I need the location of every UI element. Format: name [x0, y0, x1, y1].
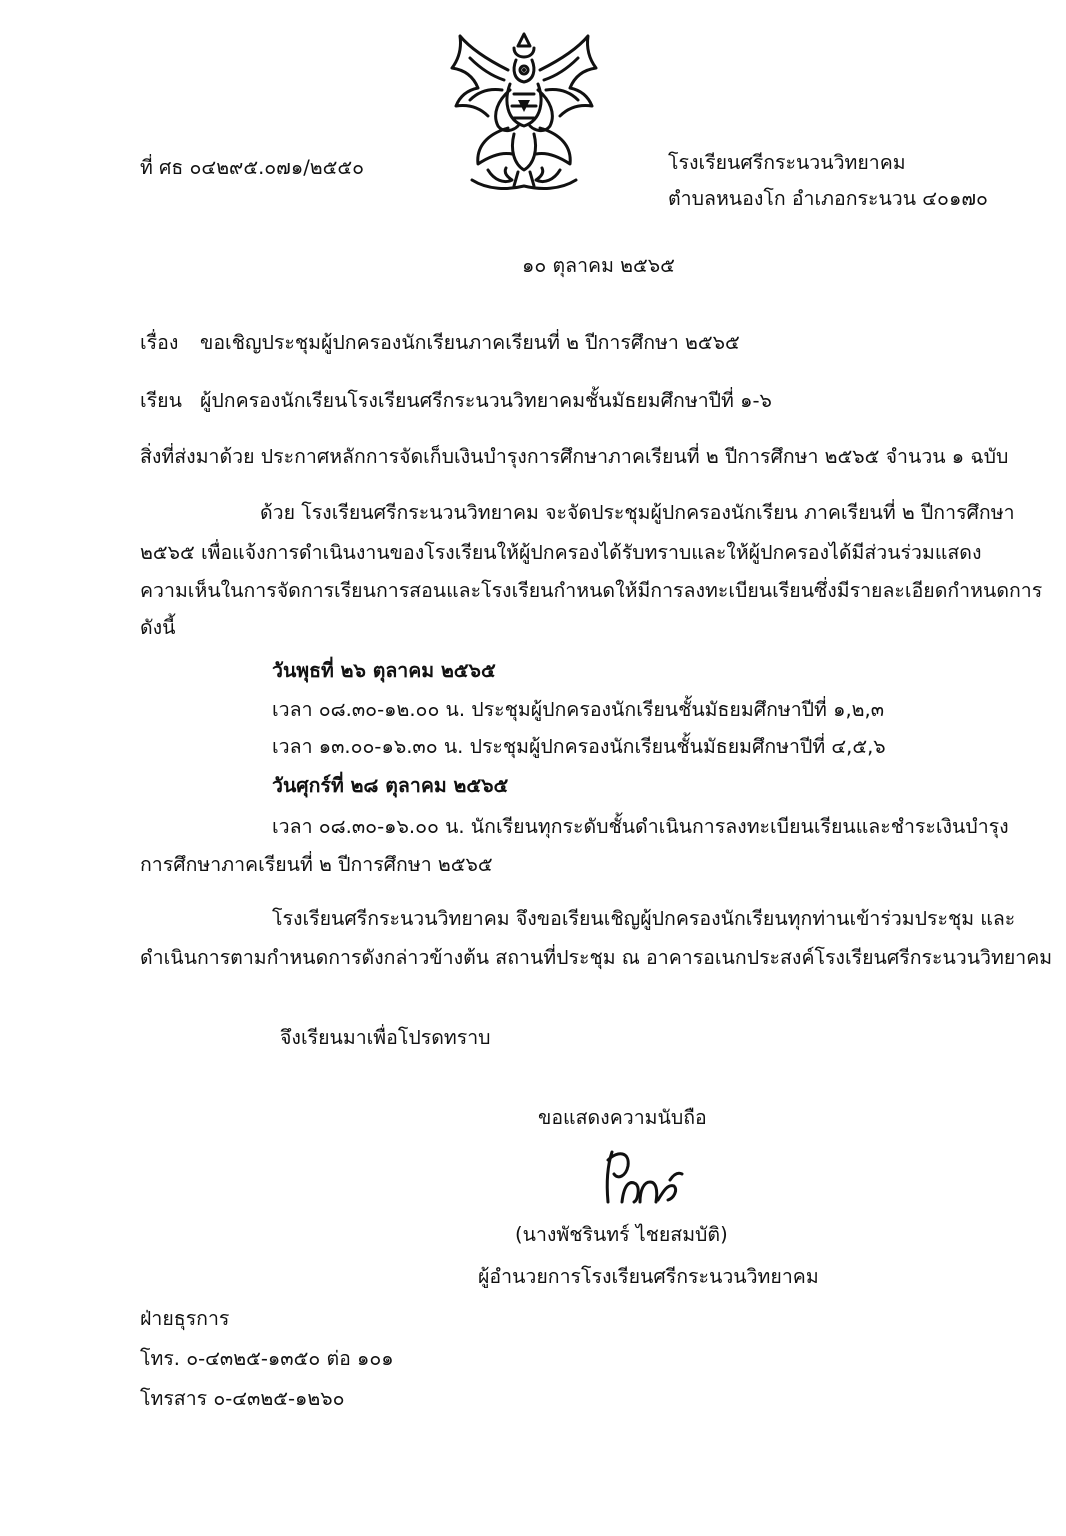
signer-name: (นางพัชรินทร์ ไชยสมบัติ) — [515, 1223, 728, 1246]
letter-date: ๑๐ ตุลาคม ๒๕๖๕ — [522, 254, 675, 277]
phone-number: โทร. ๐-๔๓๒๕-๑๓๕๐ ต่อ ๑๐๑ — [140, 1347, 394, 1370]
schedule-item: เวลา ๐๘.๓๐-๑๒.๐๐ น. ประชุมผู้ปกครองนักเรียนชั้นมัธยมศึกษาปีที่ ๑,๒,๓ — [272, 698, 885, 721]
schedule-item: เวลา ๑๓.๐๐-๑๖.๓๐ น. ประชุมผู้ปกครองนักเรียนชั้นมัธยมศึกษาปีที่ ๔,๕,๖ — [272, 735, 886, 758]
fax-number: โทรสาร ๐-๔๓๒๕-๑๒๖๐ — [140, 1387, 345, 1410]
garuda-emblem-icon — [448, 30, 600, 192]
reference-number: ที่ ศธ ๐๔๒๙๕.๐๗๑/๒๕๕๐ — [140, 156, 365, 179]
paragraph-line: ดังนี้ — [140, 616, 176, 639]
paragraph-line: ดำเนินการตามกำหนดการดังกล่าวข้างต้น สถานที่ประชุม ณ อาคารอเนกประสงค์โรงเรียนศรีกระนวนวิทยาคม — [140, 946, 1053, 969]
handwritten-signature — [578, 1140, 698, 1220]
paragraph-line: ๒๕๖๕ เพื่อแจ้งการดำเนินงานของโรงเรียนให้ผู้ปกครองได้รับทราบและให้ผู้ปกครองได้มีส่วนร่วมแสดง — [140, 541, 982, 564]
department: ฝ่ายธุรการ — [140, 1307, 230, 1330]
paragraph-line: โรงเรียนศรีกระนวนวิทยาคม จึงขอเรียนเชิญผู้ปกครองนักเรียนทุกท่านเข้าร่วมประชุม และ — [272, 907, 1016, 930]
subject-text: ขอเชิญประชุมผู้ปกครองนักเรียนภาคเรียนที่ ๒ ปีการศึกษา ๒๕๖๕ — [200, 331, 740, 354]
schedule-day-heading: วันศุกร์ที่ ๒๘ ตุลาคม ๒๕๖๕ — [272, 774, 509, 797]
schedule-item: เวลา ๐๘.๓๐-๑๖.๐๐ น. นักเรียนทุกระดับชั้นดำเนินการลงทะเบียนเรียนและชำระเงินบำรุง — [272, 815, 1009, 838]
school-address: ตำบลหนองโก อำเภอกระนวน ๔๐๑๗๐ — [668, 187, 988, 210]
closing-request: จึงเรียนมาเพื่อโปรดทราบ — [280, 1026, 491, 1049]
recipient-text: ผู้ปกครองนักเรียนโรงเรียนศรีกระนวนวิทยาคมชั้นมัธยมศึกษาปีที่ ๑-๖ — [200, 389, 772, 412]
schedule-day-heading: วันพุธที่ ๒๖ ตุลาคม ๒๕๖๕ — [272, 659, 496, 682]
signer-position: ผู้อำนวยการโรงเรียนศรีกระนวนวิทยาคม — [478, 1265, 819, 1288]
enclosure: สิ่งที่ส่งมาด้วย ประกาศหลักการจัดเก็บเงินบำรุงการศึกษาภาคเรียนที่ ๒ ปีการศึกษา ๒๕๖๕ จำนวน ๑ ฉบับ — [140, 445, 1009, 468]
subject-label: เรื่อง — [140, 331, 179, 354]
paragraph-line: ความเห็นในการจัดการเรียนการสอนและโรงเรียนกำหนดให้มีการลงทะเบียนเรียนซึ่งมีรายละเอียดกำหนดการ — [140, 579, 1043, 602]
paragraph-line: ด้วย โรงเรียนศรีกระนวนวิทยาคม จะจัดประชุมผู้ปกครองนักเรียน ภาคเรียนที่ ๒ ปีการศึกษา — [260, 501, 1015, 524]
recipient-label: เรียน — [140, 389, 182, 412]
school-name: โรงเรียนศรีกระนวนวิทยาคม — [668, 151, 906, 174]
schedule-item-continued: การศึกษาภาคเรียนที่ ๒ ปีการศึกษา ๒๕๖๕ — [140, 853, 493, 876]
closing-salutation: ขอแสดงความนับถือ — [538, 1106, 707, 1129]
